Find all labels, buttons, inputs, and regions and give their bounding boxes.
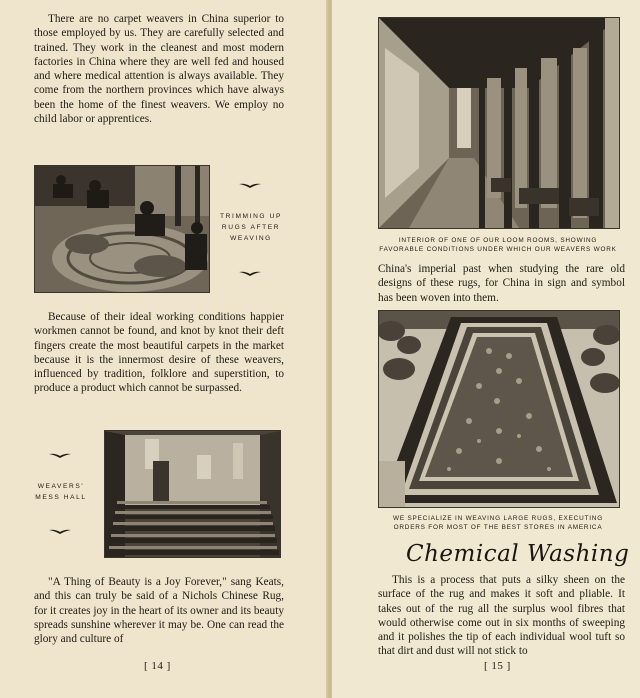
trimming-caption: TRIMMING UP RUGS AFTER WEAVING <box>220 213 282 242</box>
bird-ornament-icon <box>49 528 71 534</box>
mess-hall-photo <box>104 430 281 558</box>
right-page <box>332 0 640 698</box>
bird-ornament-icon <box>239 182 261 188</box>
bird-ornament-icon <box>49 452 71 458</box>
loom-room-photo <box>378 17 620 229</box>
washing-paragraph: This is a process that puts a silky sheen on the surface of the rug and makes it soft and pliable. It takes out of the rug all the surplus wool fibres that would otherwise come out in six months of sweeping and it polishes the tip of each individual wool tuft so that dirt and dust will not stick to <box>378 574 625 658</box>
intro-paragraph: There are no carpet weavers in China superior to those employed by us. They are carefully selected and trained. They work in the cleanest and most modern factories in China where they are well fed and housed and where medical attention is always available. They come from the northern provinces which have always been the home of the finest weavers. We employ no child labor or apprentices. <box>34 13 284 126</box>
page-number-right: [ 15 ] <box>484 660 511 672</box>
beauty-paragraph: "A Thing of Beauty is a Joy Forever," sang Keats, and this can truly be said of a Nichols Chinese Rug, for it creates joy in the heart of its owner and its beauty spreads sunshine wherever it may be. One can read the glory and culture of <box>34 576 284 646</box>
trimming-rugs-photo <box>34 165 210 293</box>
large-rug-caption: WE SPECIALIZE IN WEAVING LARGE RUGS, EXECUTING ORDERS FOR MOST OF THE BEST STORES IN AMERICA <box>393 515 603 531</box>
large-rug-photo <box>378 310 620 508</box>
section-heading: Chemical Washing <box>406 541 630 567</box>
mess-hall-caption: WEAVERS' MESS HALL <box>35 483 87 501</box>
bird-ornament-icon <box>239 270 261 276</box>
page-number-left: [ 14 ] <box>144 660 171 672</box>
working-conditions-paragraph: Because of their ideal working conditions happier workmen cannot be found, and knot by knot their deft fingers create the most beautiful carpets in the market because it is the innermost desire of these weavers, influenced by tradition, folklore and superstition, to produce a product which cannot be surpassed. <box>34 311 284 395</box>
loom-room-caption: INTERIOR OF ONE OF OUR LOOM ROOMS, SHOWING FAVORABLE CONDITIONS UNDER WHICH OUR WEAVERS WORK <box>379 237 617 253</box>
imperial-paragraph: China's imperial past when studying the rare old designs of these rugs, for China in sign and symbol has been woven into them. <box>378 263 625 304</box>
